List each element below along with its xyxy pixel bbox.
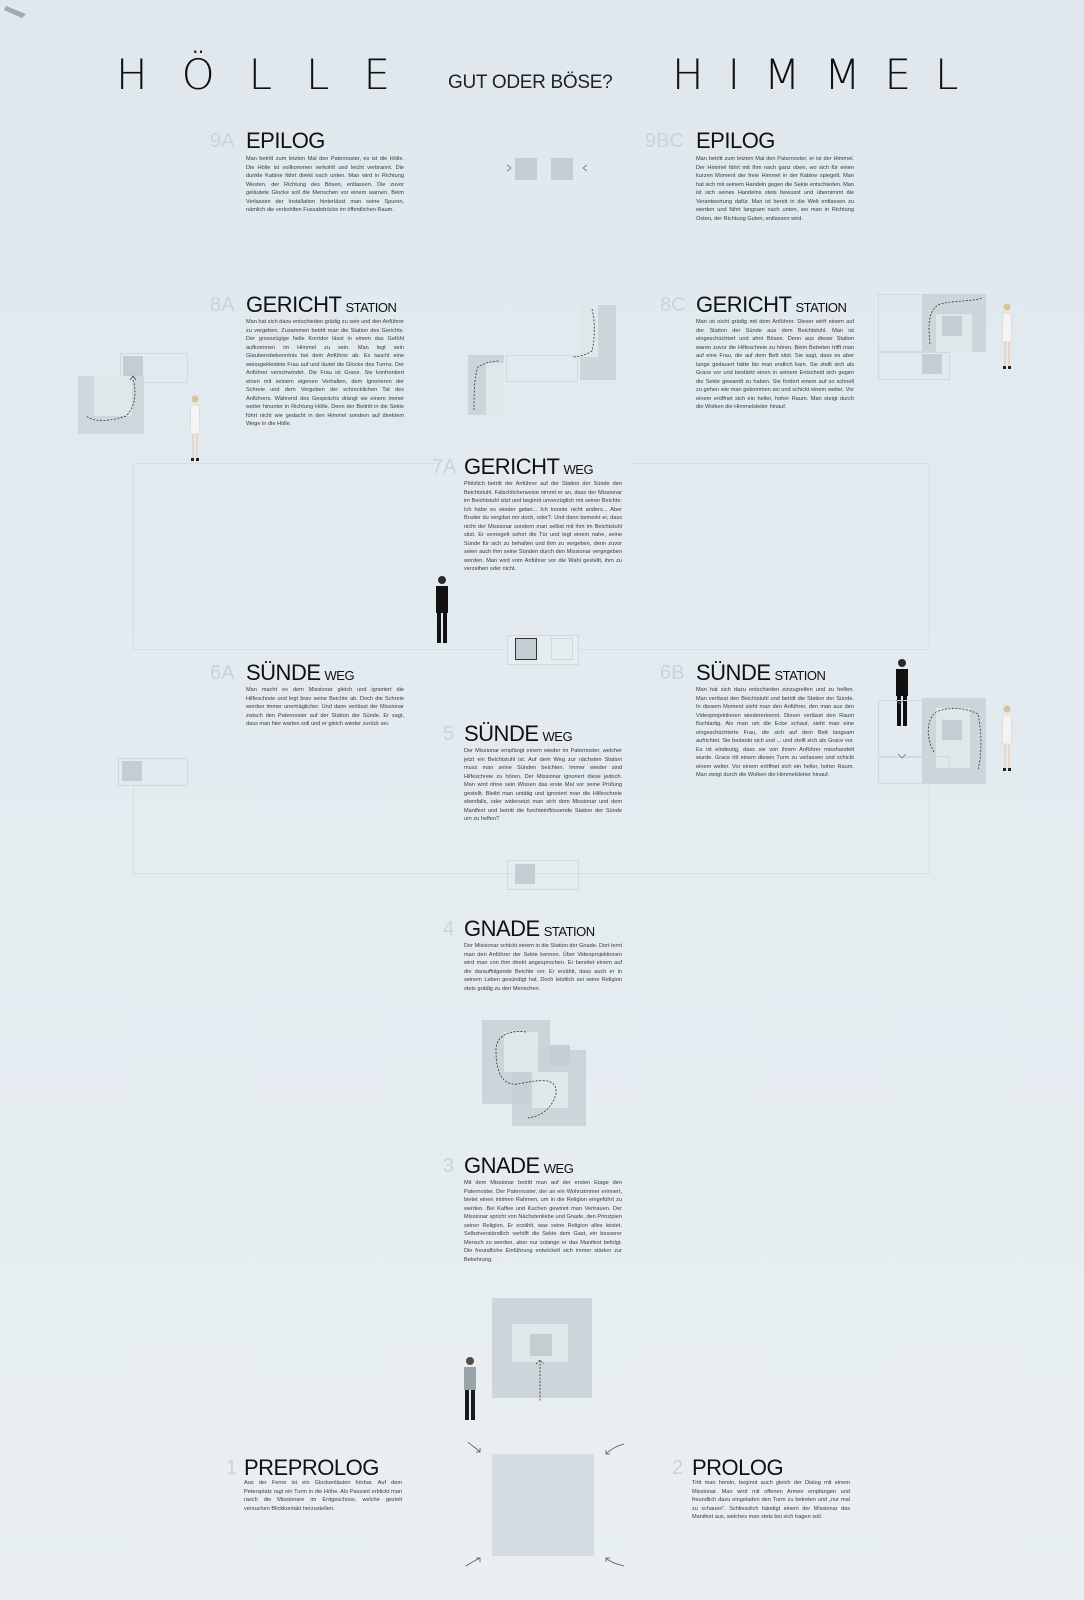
section-text: Der Missionar schickt einem in die Station der Gnade. Dort lernt man den Anführer der Sekte kennen. Über Videoprojektionen wird man von ihm direkt angesprochen. Er bereitet einem auf die darauffolgende Beichte vor. Er erzählt, dass auch er in seinem Leben gesündigt hat. Doch letztlich sei seine Religion stets grädig zu den Menschen. (464, 943, 622, 992)
section-number: 9A (210, 130, 235, 152)
section-heading: SÜNDE WEG (464, 721, 573, 746)
station-diagram-3 (492, 1298, 594, 1422)
section-number: 3 (443, 1155, 455, 1177)
man-figure-icon (433, 575, 451, 647)
title-hoelle: HÖLLE (116, 50, 424, 99)
section-number: 6A (210, 662, 235, 684)
section-number: 9BC (645, 130, 684, 152)
corner-tab-icon (4, 4, 28, 18)
section-number: 1 (226, 1457, 238, 1479)
section-text: Tritt man herein, beginnt auch gleich der Dialog mit einem Missionar. Man wird mit offenen Armen empfangen und freundlich dazu eingeladen den Turm zu betreten und „nur mal zu schauen“. Schliesslich händigt einem der Missionar das Manifest aus, welches man stets bei sich tragen soll. (692, 1480, 850, 1520)
section-text: Man betritt zum letzten Mal den Paternoster, es ist die Hölle. Die Hölle ist vollkommen verkohlt und leicht verbrannt. Die dunkle Kabine fährt direkt nach unten. Man wird in Richtung Westen, der Richtung des Bösen, entlassen. Die zuvor geläutete Glocke soll die Menschen vor einem warnen. Beim Verlassen der Installation hinterlässt man seine Spuren, nämlich die verkohlten Fussabdrücke im öffentlichen Raum. (246, 156, 404, 213)
station-diagram-4 (482, 1020, 588, 1126)
ground-floor-diagram (466, 1440, 626, 1570)
section-text: Der Missionar empfängt einem wieder im Paternoster, welcher jetzt ein Beichtstuhl ist. Auf dem Weg zur nächsten Station muss man seine Sünden beichten. Immer wieder sind Hilfeschreie zu hören. Der Missionar ignoriert diese jedoch. Man wird ohne sein Wissen das erste Mal vor seine Prüfung gestellt. Bleibt man untätig und ignoriert man die Hilfeschreie ebenfalls, oder widersetzt man sich dem Missionar und dem Manifest und betritt die furchteinflössende Station der Sünde um zu helfen? (464, 748, 622, 822)
station-diagram-8c (878, 294, 988, 382)
section-heading: GERICHT STATION (696, 292, 847, 317)
section-number: 5 (443, 723, 455, 745)
paternoster-pair-diagram (507, 155, 587, 183)
section-text: Aus der Ferne ist ein Glockenläuten hörbar. Auf dem Petersplatz ragt ein Turm in die Höhe. Als Passant erblickt man rasch die Missionare im Erdgeschoss, welche gezielt versuchen Blickkontakt herzustellen. (244, 1480, 402, 1512)
station-diagram-8a (78, 350, 190, 435)
section-heading: GERICHT STATION (246, 292, 397, 317)
title-himmel: HIMMEL (672, 50, 983, 99)
section-number: 4 (443, 918, 455, 940)
section-text: Man ist nicht grädig mit dem Anführer. Dieser wirft einem auf der Station der Sünde aus dem Beichtstuhl. Man ist eingeschüchtert und ahnt Böses. Denn aus dieser Station waren zuvor die Hilfeschreie zu hören. Beim Betreten trifft man auf eine Frau, die auf dem Bett sitzt. Sie sagt, dass es aber lange gedauert hätte bis man endlich kam. Sie stellt sich als Grace vor und bestärkt einen in seinem Entscheid sich gegen die Sekte gewandt zu haben. Sie fordert einem auf so schnell zu gehen wie man gekommen sei und schickt einem weiter. Vor einem eröffnet sich ein heller, hoher Raum. Man steigt durch die Wolken die Himmelsleiter hinauf. (696, 319, 854, 410)
station-diagram-6b (878, 698, 988, 786)
woman-figure-icon (1000, 704, 1014, 774)
cabin-diagram-7 (507, 635, 579, 665)
section-text: Man hat sich dazu entschieden grädig zu sein und den Anführer zu vergeben. Zusammen betritt man die Station des Gerichts. Der grosszügige helle Korridor lässt in einem das Gefühl aufkommen im Himmel zu sein. Man legt sein Glaubensbekenntnis bei dem Anführer ab. Es taucht eine weissgekleidete Frau auf und läutet die Glocke des Turms. Der Anführer verschwindet. Die Frau ist Grace. Sie konfrontiert einen mit seinem eigenen Verhalten, dem Ignorieren der Schreie und dem Vergeben der schrecklichen Tat des Anführers. Während des Gesprächs drängt sie einem immer weiter hinunter in Richtung Hölle. Denn der Beitritt in die Sekte führt nicht wie gedacht in den Himmel sondern auf direktem Wege in die Hölle. (246, 319, 404, 427)
section-number: 8C (660, 294, 686, 316)
section-heading: EPILOG (696, 128, 775, 153)
section-text: Man betritt zum letzten Mal den Paternoster, er ist der Himmel. Der Himmel fährt mit Ihm nach ganz oben, wo sich für einen kurzen Moment der freie Himmel in der Kabine spiegelt. Man hat sich mit seinem Handeln gegen die Sekte entschieden. Man ist sich seines Handelns stets bewusst und übernimmt die Verantwortung dafür. Man ist bereit in die Welt entlassen zu werden und fährt langsam nach unten, wo man in Richtung Osten, der Richtung Guten, entlassen wird. (696, 156, 854, 222)
section-number: 8A (210, 294, 235, 316)
section-number: 6B (660, 662, 685, 684)
section-text: Man macht es dem Missionar gleich und ignoriert die Hilfeschreie und legt brav seine Beichte ab. Doch die Schreie werden immer unerträglicher. Und dann verlässt der Missionar zwisch den Paternoster auf der Station der Sünde. Er sagt, dass man hier warten soll und er gleich wieder zurück sei. (246, 687, 404, 727)
section-heading: SÜNDE STATION (696, 660, 826, 685)
section-heading: EPILOG (246, 128, 325, 153)
section-heading: GERICHT WEG (464, 454, 594, 479)
man-figure-icon (461, 1356, 479, 1424)
title-question: GUT ODER BÖSE? (448, 72, 613, 93)
section-text: Mit dem Missionar betritt man auf der ersten Etage den Paternoster. Der Paternoster, der an ein Wohnzimmer erinnert, bietet einen intimen Rahmen, um in die Religion eingeführt zu werden. Bei Kaffee und Kuchen gewinnt man Vertrauen. Der Missionar spricht von Nächstenliebe und Gnade, den Prinzipien seiner Religion. Er erzählt, was seine Religion alles leistet. Selbstverständlich verhilft die Sekte dem Gast, ein besserer Mensch zu werden, aber nur solange er das Manifest befolgt. Die freundliche Einführung entwickelt sich immer stärker zur Bekehrung. (464, 1180, 622, 1263)
section-number: 7A (432, 456, 457, 478)
section-heading: PROLOG (692, 1455, 784, 1480)
section-heading: GNADE STATION (464, 916, 595, 941)
section-number: 2 (672, 1457, 684, 1479)
woman-figure-icon (188, 394, 202, 464)
section-heading: GNADE WEG (464, 1153, 574, 1178)
section-text: Man hat sich dazu entschieden einzugreifen und zu helfen. Man verlässt den Beichtstuhl und betritt die Station der Sünde. In diesem Moment sieht man den Anführer, den man aus den Videoprojektionen wiedererkennt. Dieser verlässt den Raum fluchtartig. Als man um die Ecke schaut, sieht man eine eingeschüchterte Frau, die sich auf dem Bett langsam aufrichtet. Sie bedankt sich und ... und stellt sich als Grace vor. Es ist eindeutig, dass sie von ihrem Anführer misshandelt wurde. Grace ritt einem diesen Turm zu verlassen und schickt einem weiter. Vor einem eröffnet sich ein heller, hoher Raum. Man steigt durch die Wolken die Himmelsleiter hinauf. (696, 687, 854, 778)
section-heading: SÜNDE WEG (246, 660, 355, 685)
cabin-diagram-6a (118, 758, 188, 786)
section-text: Plötzlich betritt der Anführer auf der Station der Sünde den Beichtstuhl. Fälschlicherweise nimmt er an, dass der Missionar im Beichtstuhl sitzt und beginnt unverzüglich mit seiner Beichte: Ich habe es wieder getan... Ich konnte nicht anders... Aber Bruder du vergibst mir doch, oder?. Und dann bemerkt er, dass nicht der Missionar sondern man selbst mit ihm im Beichtstuhl sitzt. Er verriegelt sofort die Tür und legt einem nahe, seine Sünde für sich zu behalten und ihm zu vergeben, denn zuvor seien auch ihm seine Sünden durch den Missionar vergegeben worden. Man wird vom Anführer vor die Wahl gestellt, ihm zu verzeihen oder nicht. (464, 481, 622, 572)
station-diagram-center-8 (468, 305, 618, 415)
cabin-diagram-5 (507, 860, 579, 890)
woman-figure-icon (1000, 302, 1014, 372)
section-heading: PREPROLOG (244, 1455, 379, 1480)
